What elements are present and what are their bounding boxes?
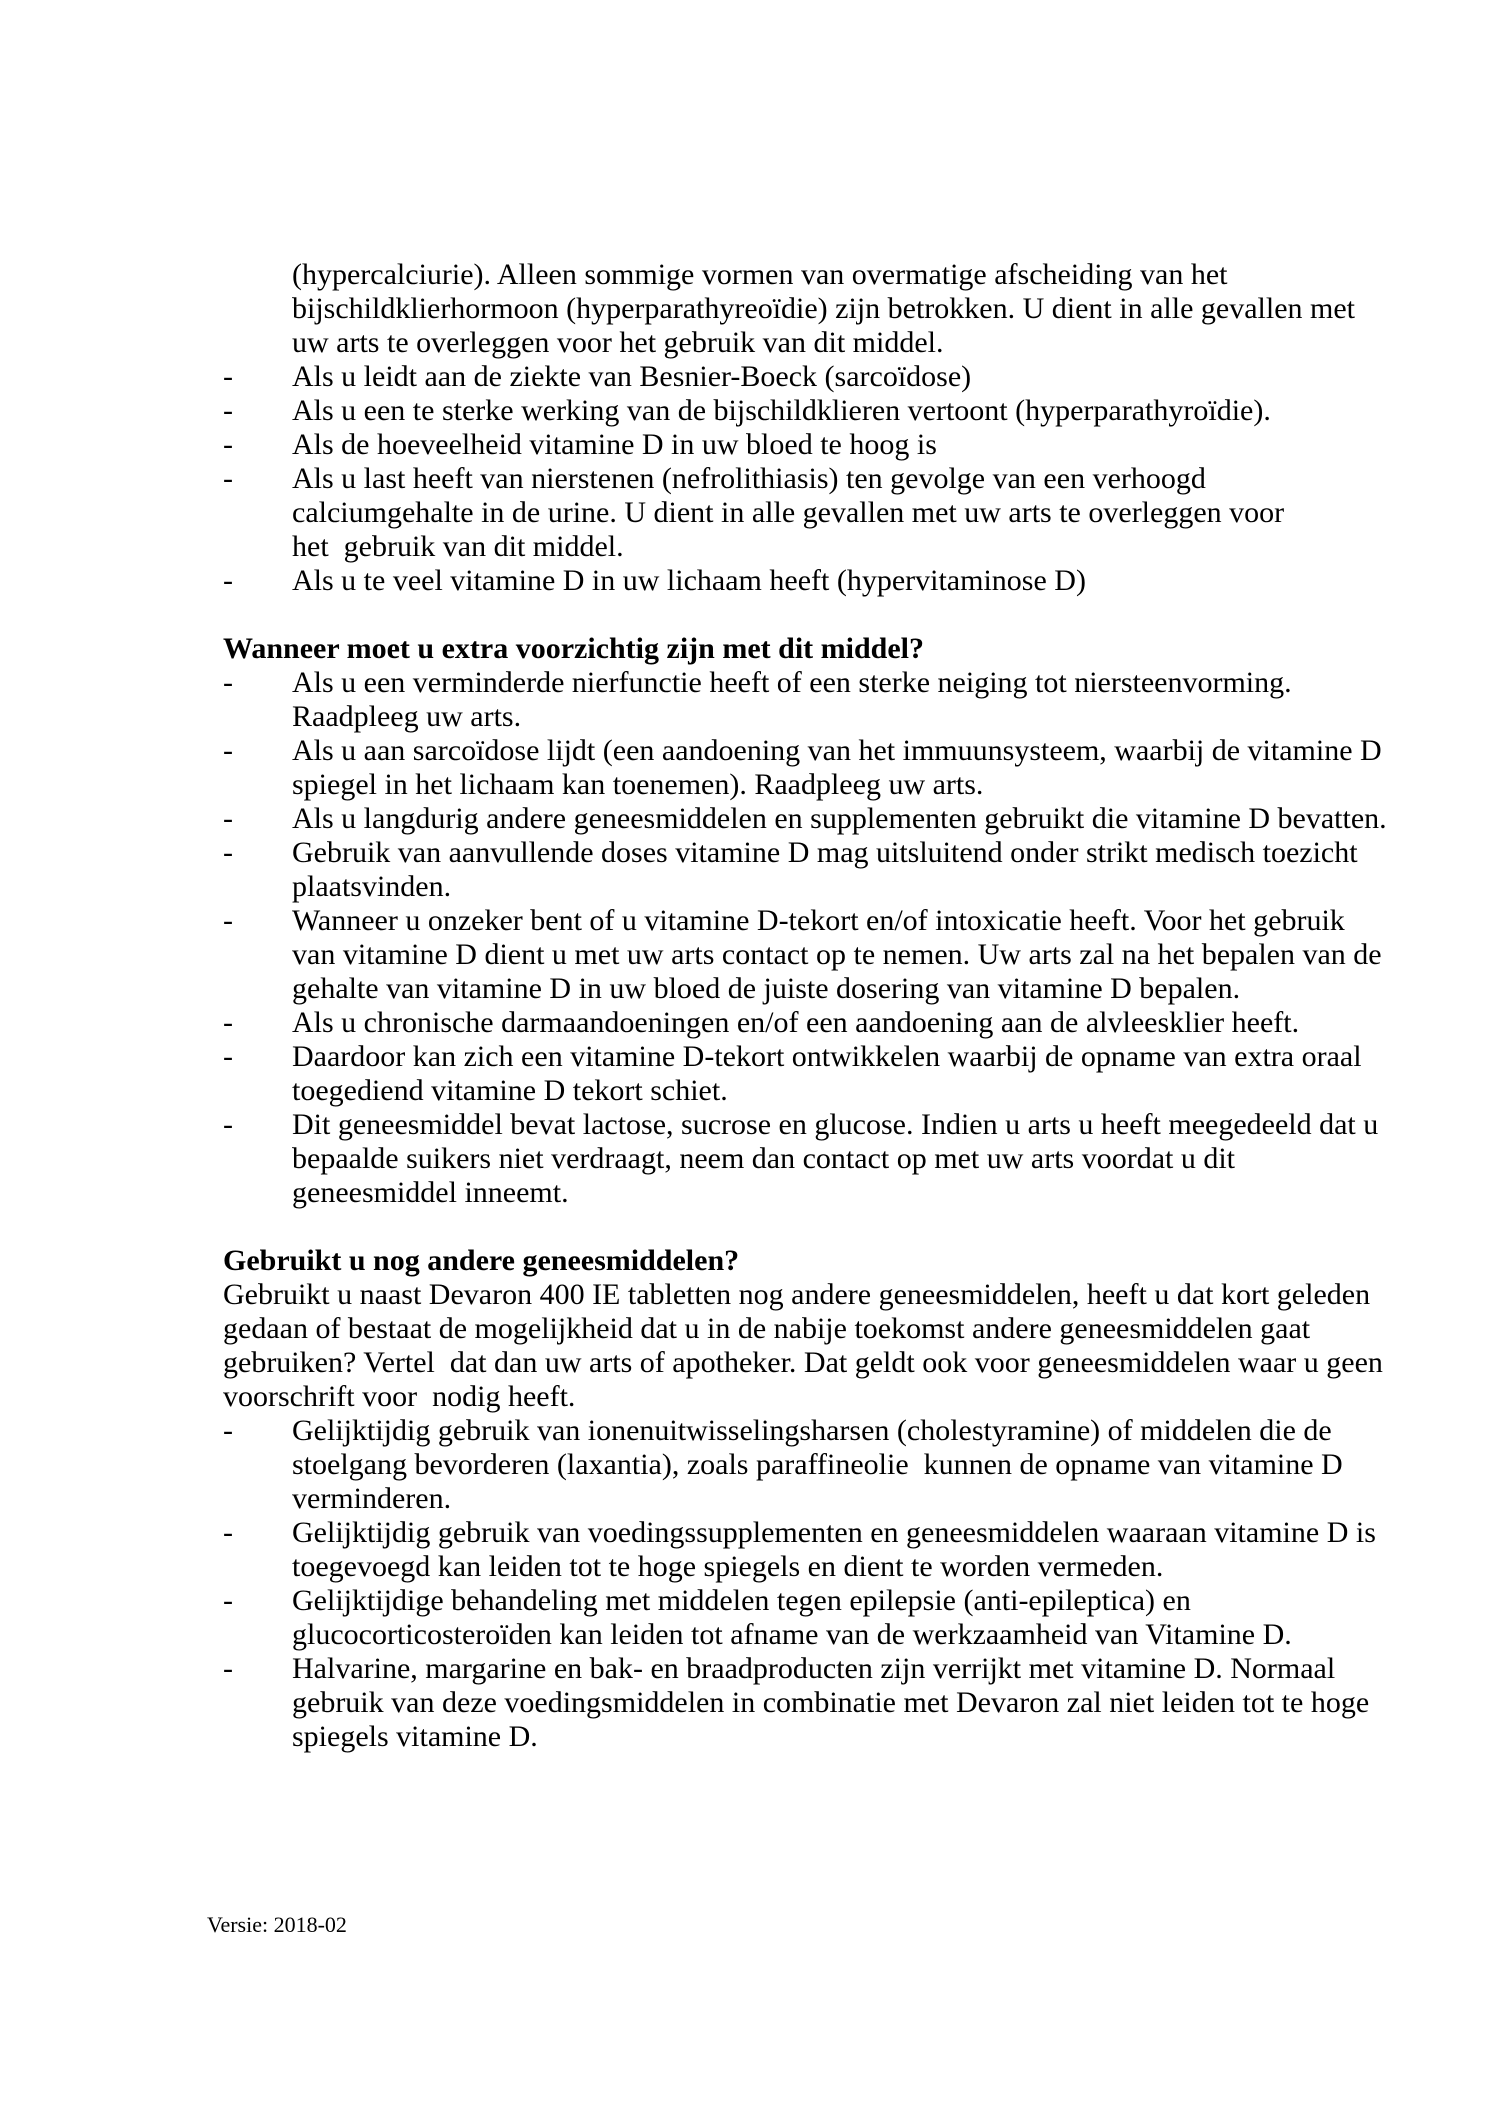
bullet-dash: -: [223, 1414, 233, 1447]
text-line: uw arts te overleggen voor het gebruik van dit middel.: [292, 326, 944, 359]
bullet-dash: -: [223, 360, 233, 393]
text-line: bijschildklierhormoon (hyperparathyreoïdie) zijn betrokken. U dient in alle gevallen met: [292, 292, 1355, 325]
bullet-item: [223, 836, 1403, 904]
bullet-item: [223, 1414, 1403, 1516]
bullet-item: [223, 564, 1403, 598]
text-line: van vitamine D dient u met uw arts contact op te nemen. Uw arts zal na het bepalen van de: [292, 938, 1382, 971]
bullet-item: [223, 428, 1403, 462]
text-line: Halvarine, margarine en bak- en braadproducten zijn verrijkt met vitamine D. Normaal: [292, 1652, 1336, 1685]
text-line: Raadpleeg uw arts.: [292, 700, 522, 733]
bullet-dash: -: [223, 1652, 233, 1685]
text-line: geneesmiddel inneemt.: [292, 1176, 569, 1209]
text-line: Gelijktijdig gebruik van voedingssupplementen en geneesmiddelen waaraan vitamine D is: [292, 1516, 1376, 1549]
text-line: Als u een verminderde nierfunctie heeft of een sterke neiging tot niersteenvorming.: [292, 666, 1292, 699]
bullet-dash: -: [223, 1584, 233, 1617]
text-line: stoelgang bevorderen (laxantia), zoals paraffineolie kunnen de opname van vitamine D: [292, 1448, 1343, 1481]
bullet-item: [223, 1516, 1403, 1584]
paragraph: [223, 1278, 1403, 1414]
blank-line: [223, 1210, 1403, 1244]
text-line: Dit geneesmiddel bevat lactose, sucrose en glucose. Indien u arts u heeft meegedeeld dat u: [292, 1108, 1379, 1141]
bullet-dash: -: [223, 1006, 233, 1039]
bullet-dash: -: [223, 428, 233, 461]
bullet-dash: -: [223, 666, 233, 699]
bullet-dash: -: [223, 1108, 233, 1141]
text-line: Als u last heeft van nierstenen (nefrolithiasis) ten gevolge van een verhoogd: [292, 462, 1206, 495]
bullet-item: [223, 394, 1403, 428]
text-line: Gelijktijdige behandeling met middelen tegen epilepsie (anti-epileptica) en: [292, 1584, 1191, 1617]
text-line: Als u leidt aan de ziekte van Besnier-Boeck (sarcoïdose): [292, 360, 972, 393]
bullet-dash: -: [223, 564, 233, 597]
section-heading: [223, 632, 1403, 666]
bullet-dash: -: [223, 904, 233, 937]
bullet-item: [223, 904, 1403, 1006]
bullet-item: [223, 666, 1403, 734]
text-line: Als u te veel vitamine D in uw lichaam heeft (hypervitaminose D): [292, 564, 1086, 597]
text-line: voorschrift voor nodig heeft.: [223, 1380, 576, 1413]
bullet-item: [223, 462, 1403, 564]
text-line: gebruik van deze voedingsmiddelen in combinatie met Devaron zal niet leiden tot te hoge: [292, 1686, 1370, 1719]
bullet-item: [223, 1108, 1403, 1210]
text-line: verminderen.: [292, 1482, 452, 1515]
text-line: glucocorticosteroïden kan leiden tot afname van de werkzaamheid van Vitamine D.: [292, 1618, 1292, 1651]
text-line: gedaan of bestaat de mogelijkheid dat u in de nabije toekomst andere geneesmiddelen gaat: [223, 1312, 1311, 1345]
bullet-dash: -: [223, 1516, 233, 1549]
bullet-item: [223, 1652, 1403, 1754]
text-line: Als u chronische darmaandoeningen en/of een aandoening aan de alvleesklier heeft.: [292, 1006, 1300, 1039]
text-line: Gebruikt u nog andere geneesmiddelen?: [223, 1244, 740, 1277]
bullet-dash: -: [223, 836, 233, 869]
bullet-item: [223, 1006, 1403, 1040]
bullet-item: [223, 734, 1403, 802]
bullet-item: [223, 1584, 1403, 1652]
text-line: toegevoegd kan leiden tot te hoge spiegels en dient te worden vermeden.: [292, 1550, 1164, 1583]
text-line: spiegels vitamine D.: [292, 1720, 538, 1753]
text-line: gebruiken? Vertel dat dan uw arts of apotheker. Dat geldt ook voor geneesmiddelen waar u geen: [223, 1346, 1383, 1379]
text-line: Als u langdurig andere geneesmiddelen en supplementen gebruikt die vitamine D bevatten.: [292, 802, 1387, 835]
bullet-dash: -: [223, 394, 233, 427]
text-line: spiegel in het lichaam kan toenemen). Raadpleeg uw arts.: [292, 768, 984, 801]
bullet-dash: -: [223, 802, 233, 835]
text-line: Als u aan sarcoïdose lijdt (een aandoening van het immuunsysteem, waarbij de vitamine D: [292, 734, 1382, 767]
version-footer: Versie: 2018-02: [207, 1912, 347, 1937]
text-line: het gebruik van dit middel.: [292, 530, 624, 563]
document-content: [223, 258, 1403, 1754]
text-line: Wanneer moet u extra voorzichtig zijn met dit middel?: [223, 632, 924, 665]
bullet-item: [223, 802, 1403, 836]
bullet-dash: -: [223, 734, 233, 767]
text-line: toegediend vitamine D tekort schiet.: [292, 1074, 728, 1107]
bullet-dash: -: [223, 1040, 233, 1073]
text-line: bepaalde suikers niet verdraagt, neem dan contact op met uw arts voordat u dit: [292, 1142, 1236, 1175]
text-line: plaatsvinden.: [292, 870, 452, 903]
section-heading: [223, 1244, 1403, 1278]
text-line: Als u een te sterke werking van de bijschildklieren vertoont (hyperparathyroïdie).: [292, 394, 1271, 427]
continuation-paragraph: [223, 258, 1403, 360]
bullet-dash: -: [223, 462, 233, 495]
bullet-item: [223, 360, 1403, 394]
text-line: calciumgehalte in de urine. U dient in alle gevallen met uw arts te overleggen voor: [292, 496, 1285, 529]
text-line: Gebruik van aanvullende doses vitamine D mag uitsluitend onder strikt medisch toezicht: [292, 836, 1358, 869]
text-line: gehalte van vitamine D in uw bloed de juiste dosering van vitamine D bepalen.: [292, 972, 1241, 1005]
text-line: Als de hoeveelheid vitamine D in uw bloed te hoog is: [292, 428, 937, 461]
bullet-item: [223, 1040, 1403, 1108]
text-line: (hypercalciurie). Alleen sommige vormen van overmatige afscheiding van het: [292, 258, 1228, 291]
text-line: Daardoor kan zich een vitamine D-tekort ontwikkelen waarbij de opname van extra oraal: [292, 1040, 1362, 1073]
blank-line: [223, 598, 1403, 632]
text-line: Gelijktijdig gebruik van ionenuitwisselingsharsen (cholestyramine) of middelen die de: [292, 1414, 1332, 1447]
text-line: Gebruikt u naast Devaron 400 IE tabletten nog andere geneesmiddelen, heeft u dat kort geleden: [223, 1278, 1371, 1311]
text-line: Wanneer u onzeker bent of u vitamine D-tekort en/of intoxicatie heeft. Voor het gebruik: [292, 904, 1345, 937]
